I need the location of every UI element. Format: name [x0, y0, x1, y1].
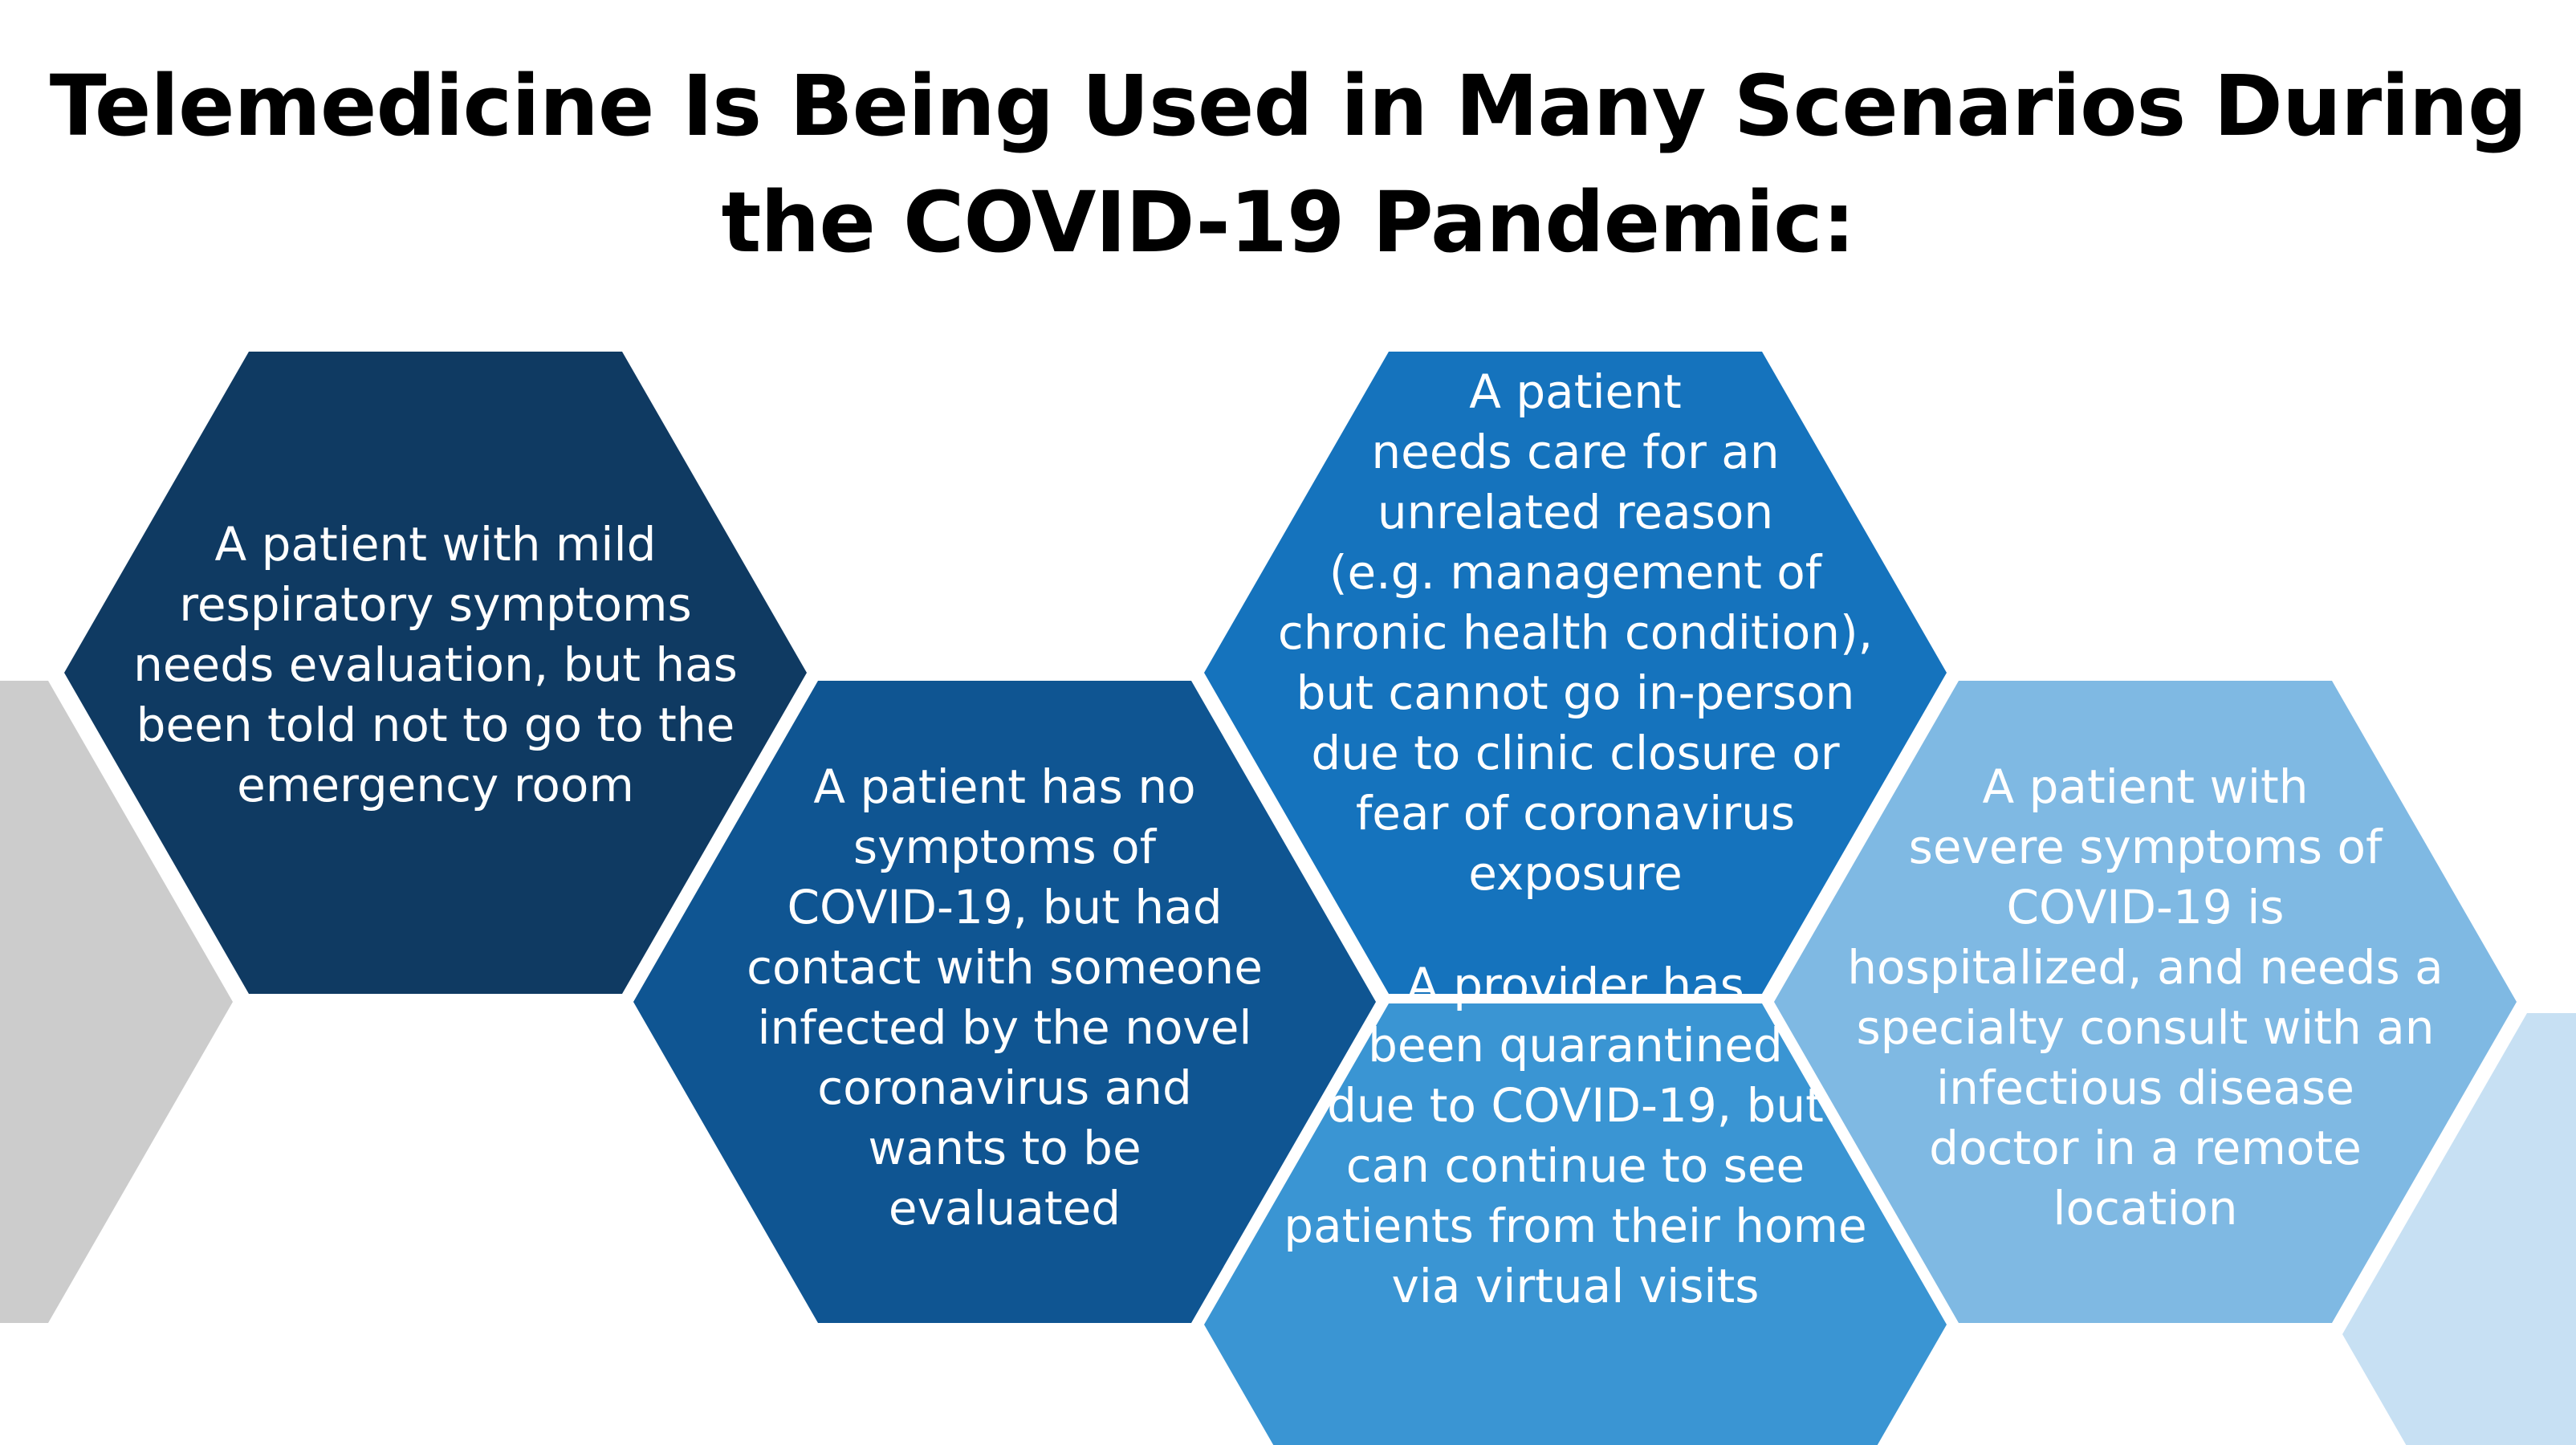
- scenario-text-5: A patient with severe symptoms of COVID-19 is hospitalized, and needs a specialty consult with an infectious disease doctor in a remote location: [1847, 759, 2444, 1235]
- decorative-hexagon-right: [2342, 1013, 2576, 1445]
- scenario-text-3: A patient needs care for an unrelated reason (e.g. management of chronic health condition), but cannot go in-person due to clinic closure or fear of coronavirus exposure: [1277, 364, 1874, 901]
- scenario-text-1: A patient with mild respiratory symptoms needs evaluation, but has been told not to go to the emergency room: [133, 516, 738, 812]
- scenario-text-2: A patient has no symptoms of COVID-19, but had contact with someone infected by the novel coronavirus and wants to be evaluated: [747, 759, 1263, 1235]
- title-line-2: the COVID-19 Pandemic:: [721, 173, 1855, 271]
- title-line-1: Telemedicine Is Being Used in Many Scenarios During: [49, 57, 2527, 155]
- page-title: [0, 48, 2576, 281]
- scenario-text-4: A provider has been quarantined due to COVID-19, but can continue to see patients from their home via virtual visits: [1284, 958, 1867, 1313]
- hexagon-shape: [2342, 1013, 2576, 1445]
